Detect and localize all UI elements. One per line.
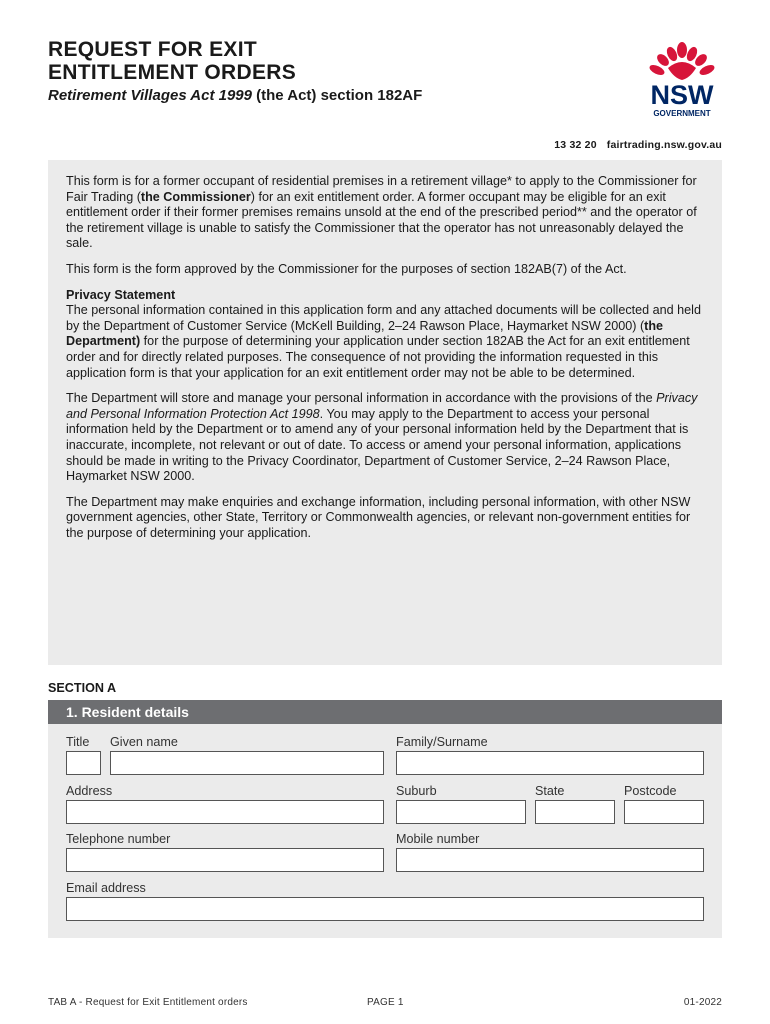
p1-bold: the Commissioner (140, 189, 251, 204)
form-title (48, 38, 296, 84)
act-name: Retirement Villages Act 1999 (48, 87, 252, 104)
footer-page-number: PAGE 1 (367, 997, 404, 1008)
p3-bold: the Department) (66, 318, 664, 349)
email-field[interactable] (66, 897, 704, 921)
postcode-label: Postcode (624, 784, 677, 798)
title-field[interactable] (66, 751, 101, 775)
given-name-field[interactable] (110, 751, 384, 775)
state-label: State (535, 784, 565, 798)
footer-date: 01-2022 (683, 997, 722, 1008)
footer-document-name: TAB A - Request for Exit Entitlement orders (48, 997, 248, 1008)
state-field[interactable] (535, 800, 615, 824)
mobile-label: Mobile number (396, 832, 480, 846)
suburb-field[interactable] (396, 800, 526, 824)
intro-panel (48, 160, 722, 665)
p1-text-b: ) for an exit entitlement order. A former occupant may be eligible for an exit entitlement order if their former premises remains unsold at the end of the prescribed period** and the operator of the retirement village is unable to satisfy the Commissioner that the operator has not unreasonably delayed the sale. (66, 189, 697, 251)
phone-number: 13 32 20 (554, 139, 597, 151)
section-label: SECTION A (48, 681, 117, 695)
surname-field[interactable] (396, 751, 704, 775)
logo-subtext: GOVERNMENT (653, 109, 711, 118)
p3-text-a: The personal information contained in this application form and any attached documents will be collected and held by the Department of Customer Service (McKell Building, 2–24 Rawson Place, Haymarket NSW 2000) ( (66, 303, 701, 333)
suburb-label: Suburb (396, 784, 437, 798)
privacy-heading: Privacy Statement (66, 287, 176, 302)
given-name-label: Given name (110, 735, 178, 749)
section-heading: 1. Resident details (48, 700, 722, 724)
waratah-icon (648, 42, 716, 80)
p4-text-b: . You may apply to the Department to access your personal information held by the Department or to amend any of your personal information held by the Department that is inaccurate, incomplete, not relevant or out of date. To access or amend your personal information, applications should be made in writing to the Privacy Coordinator, Department of Customer Service, 2–24 Rawson Place, Haymarket NSW 2000. (66, 406, 689, 484)
website-link[interactable]: fairtrading.nsw.gov.au (606, 139, 722, 151)
title-label: Title (66, 735, 90, 749)
privacy-paragraph-2 (66, 391, 704, 485)
resident-details-panel (48, 700, 722, 938)
telephone-label: Telephone number (66, 832, 171, 846)
privacy-paragraph-3: The Department may make enquiries and exchange information, including personal information, with other NSW government agencies, other State, Territory or Commonwealth agencies, or relevant non-government entities for the purpose of determining your application. (66, 494, 691, 540)
subtitle-rest: (the Act) section 182AF (251, 87, 423, 104)
privacy-paragraph-1 (66, 303, 704, 381)
postcode-field[interactable] (624, 800, 704, 824)
p4-text-a: The Department will store and manage your personal information in accordance with the provisions of the (66, 391, 657, 406)
address-field[interactable] (66, 800, 384, 824)
title-line-1: REQUEST FOR EXIT (48, 38, 257, 61)
p1-text-a: This form is for a former occupant of residential premises in a retirement village* to apply to the Commissioner for Fair Trading ( (66, 174, 697, 204)
title-line-2: ENTITLEMENT ORDERS (48, 61, 297, 84)
logo-wordmark: NSW (650, 80, 714, 110)
p3-text-b: for the purpose of determining your application under section 182AB the Act for an exit entitlement order and for directly related purposes. The consequence of not providing the information requested in this application form is that your application for an exit entitlement order may not be able to be determined. (66, 334, 690, 380)
intro-paragraph-1 (66, 174, 704, 252)
contact-details (554, 139, 722, 151)
nsw-government-logo (640, 40, 724, 124)
surname-label: Family/Surname (396, 735, 488, 749)
address-label: Address (66, 784, 113, 798)
mobile-field[interactable] (396, 848, 704, 872)
intro-paragraph-2: This form is the form approved by the Commissioner for the purposes of section 182AB(7) of the Act. (66, 261, 627, 276)
telephone-field[interactable] (66, 848, 384, 872)
p4-italic: Privacy and Personal Information Protection Act 1998 (66, 391, 698, 421)
form-subtitle (48, 87, 422, 104)
email-label: Email address (66, 881, 146, 895)
